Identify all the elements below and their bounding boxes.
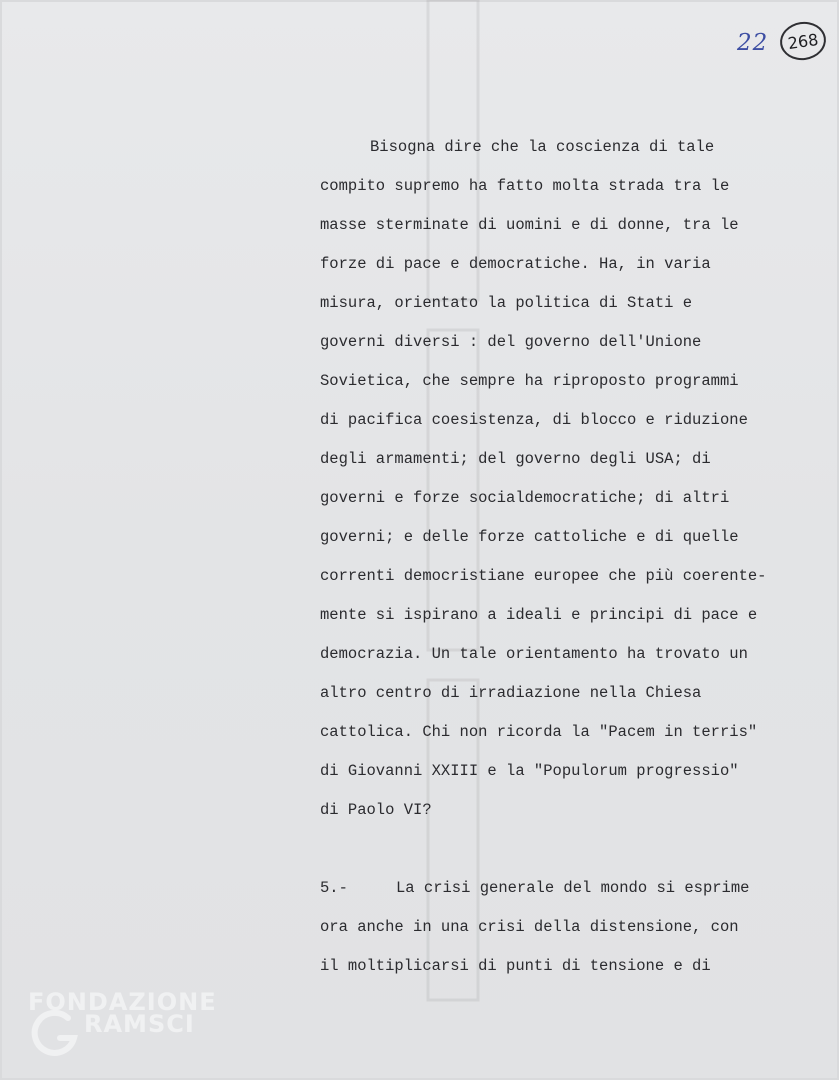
paragraph-line: di pacifica coesistenza, di blocco e riduzione: [320, 411, 748, 429]
section-line: La crisi generale del mondo si esprime: [396, 879, 750, 897]
section-line: ora anche in una crisi della distensione, con: [320, 918, 739, 936]
paragraph-line: Bisogna dire che la coscienza di tale: [370, 138, 715, 156]
section-first-line: [320, 877, 800, 916]
handwritten-page-number: 22: [737, 30, 769, 56]
typewritten-text-block: [320, 136, 800, 994]
section-line: il moltiplicarsi di punti di tensione e di: [320, 957, 711, 975]
folio-number-text: 268: [786, 29, 820, 53]
paragraph-line: misura, orientato la politica di Stati e: [320, 294, 693, 312]
watermark-line-1: FONDAZIONE: [28, 988, 217, 1016]
paragraph-line: di Giovanni XXIII e la "Populorum progressio": [320, 762, 739, 780]
paragraph-line: mente si ispirano a ideali e principi di pace e: [320, 606, 758, 624]
paragraph-line: compito supremo ha fatto molta strada tra le: [320, 177, 730, 195]
paragraph-gap: [320, 838, 800, 877]
paragraph-line: governi diversi : del governo dell'Unione: [320, 333, 702, 351]
paragraph-line: cattolica. Chi non ricorda la "Pacem in terris": [320, 723, 758, 741]
section-number: 5.-: [320, 879, 348, 897]
paragraph-line: di Paolo VI?: [320, 801, 432, 819]
circled-folio-number: [778, 19, 829, 63]
fondazione-gramsci-watermark: [28, 988, 217, 1064]
paragraph-line: altro centro di irradiazione nella Chiesa: [320, 684, 702, 702]
paragraph-line: governi; e delle forze cattoliche e di quelle: [320, 528, 739, 546]
paragraph-line: democrazia. Un tale orientamento ha trovato un: [320, 645, 748, 663]
paragraph-line: masse sterminate di uomini e di donne, tra le: [320, 216, 739, 234]
paragraph-line: governi e forze socialdemocratiche; di altri: [320, 489, 730, 507]
paragraph-line: degli armamenti; del governo degli USA; di: [320, 450, 711, 468]
watermark-line-2: RAMSCI: [84, 1010, 195, 1038]
watermark-g-logo-icon: [30, 1008, 82, 1060]
paragraph-line: forze di pace e democratiche. Ha, in varia: [320, 255, 711, 273]
paragraph-line: correnti democristiane europee che più coerente-: [320, 567, 767, 585]
paragraph-line: Sovietica, che sempre ha riproposto programmi: [320, 372, 739, 390]
